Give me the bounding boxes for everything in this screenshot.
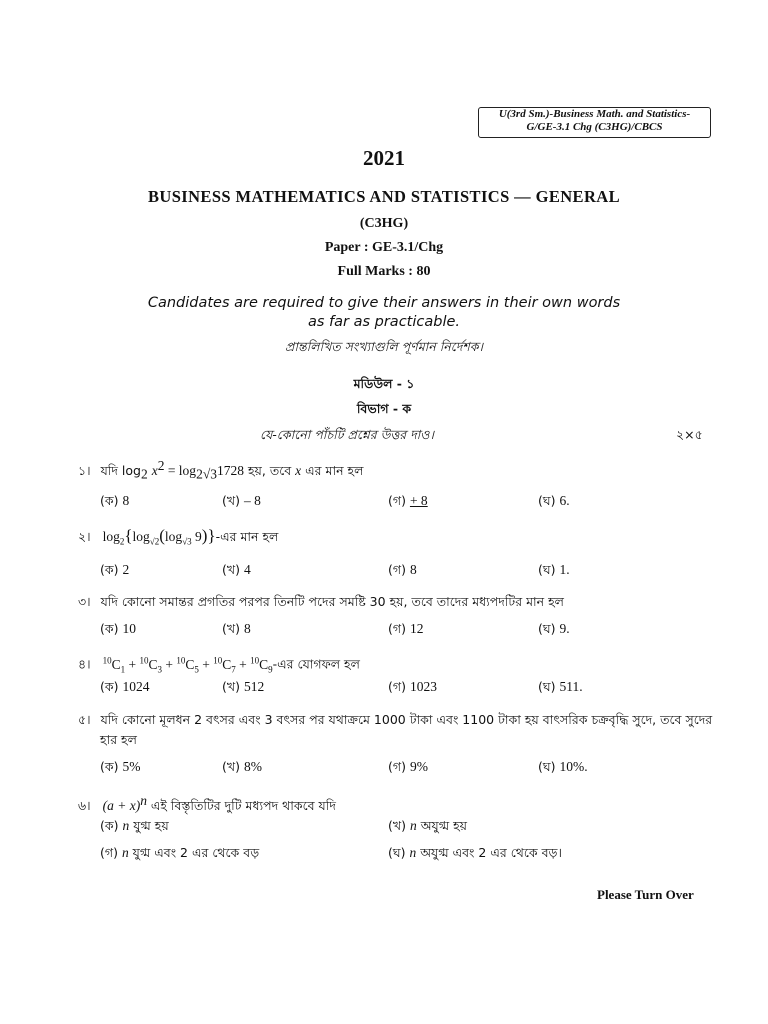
stem-text-end: এর মান হল <box>301 463 364 479</box>
option-value: অযুগ্ম হয় <box>420 818 468 833</box>
option-label: (খ) <box>222 679 240 694</box>
question-number: ৬। <box>78 798 91 814</box>
option-label: (গ) <box>388 621 406 636</box>
option-label: (ক) <box>100 818 119 833</box>
option-value: 1023 <box>409 679 437 694</box>
option-value: 8 <box>122 493 130 508</box>
binomial-expression: (a + x) <box>102 798 141 814</box>
option-d <box>538 679 583 699</box>
question-number: ৩। <box>78 594 91 609</box>
option-label: (ঘ) <box>388 845 406 860</box>
option-d <box>538 493 570 513</box>
option-value: 8% <box>243 759 262 774</box>
option-b <box>222 562 251 582</box>
paper-code-line-1: U(3rd Sm.)-Business Math. and Statistics- <box>498 108 691 120</box>
option-c <box>100 845 259 865</box>
section-heading: বিভাগ - ক <box>356 401 412 416</box>
option-label: (ঘ) <box>538 621 556 636</box>
option-value: 1024 <box>122 679 150 694</box>
option-d <box>388 845 562 865</box>
option-a <box>100 493 129 513</box>
question-stem <box>100 458 364 482</box>
option-c <box>388 679 437 699</box>
option-label: (ক) <box>100 493 119 508</box>
binomial-sum-expression: $^{10}C_1 + ^{10}C_3 + ^{10}C_5 + ^{10}C_7 + ^{10}C_9$ <box>102 655 273 675</box>
option-label: (খ) <box>222 759 240 774</box>
paper-code-box <box>478 107 711 138</box>
option-label: (গ) <box>388 493 406 508</box>
option-value: 12 <box>409 621 424 636</box>
instruction-line-2: as far as practicable. <box>307 314 461 330</box>
option-a <box>100 818 169 838</box>
question-2 <box>78 527 278 551</box>
option-d <box>538 621 570 641</box>
question-stem-line-2: হার হল <box>100 732 137 747</box>
option-a <box>100 562 129 582</box>
option-b <box>222 621 251 641</box>
full-marks: Full Marks : 80 <box>337 264 431 279</box>
question-stem: যদি কোনো সমান্তর প্রগতির পরপর তিনটি পদের সমষ্টি 30 হয়, তবে তাদের মধ্যপদটির মান হল <box>100 594 564 609</box>
stem-var: x <box>151 463 158 479</box>
question-6 <box>78 792 336 815</box>
option-var: n <box>409 818 417 833</box>
option-a <box>100 759 140 779</box>
option-b <box>222 493 261 513</box>
question-number: ৪। <box>78 656 91 672</box>
option-label: (ক) <box>100 759 119 774</box>
option-c <box>388 562 417 582</box>
option-b <box>222 679 264 699</box>
option-value: যুগ্ম এবং 2 এর থেকে বড় <box>132 845 260 860</box>
marks-note: ২×৫ <box>676 427 703 442</box>
question-4 <box>78 651 360 678</box>
question-stem: -এর মান হল <box>215 529 279 544</box>
stem-log-base: 2 <box>140 466 148 482</box>
question-5 <box>78 711 718 729</box>
course-code: (C3HG) <box>359 216 409 231</box>
option-value: 512 <box>243 679 265 694</box>
option-label: (খ) <box>388 818 406 833</box>
question-stem-line-1: যদি কোনো মূলধন 2 বৎসর এবং 3 বৎসর পর যথাক্রমে 1000 টাকা এবং 1100 টাকা হয় বাৎসরিক চক্রবৃদ্ধি সুদে, তবে সুদের <box>100 712 713 727</box>
option-label: (খ) <box>222 621 240 636</box>
option-value: 8 <box>409 562 417 577</box>
binomial-exponent: n <box>140 793 147 808</box>
option-value: 4 <box>243 562 251 577</box>
option-label: (ক) <box>100 621 119 636</box>
option-label: (ঘ) <box>538 493 556 508</box>
stem-number: 1728 <box>216 463 244 479</box>
option-label: (গ) <box>100 845 118 860</box>
paper-label: Paper : GE-3.1/Chg <box>324 240 444 255</box>
option-label: (খ) <box>222 562 240 577</box>
question-number: ৫। <box>78 712 91 727</box>
option-value: 9% <box>409 759 428 774</box>
option-label: (ঘ) <box>538 679 556 694</box>
option-value: যুগ্ম হয় <box>133 818 169 833</box>
stem-text: হয়, তবে <box>243 463 296 479</box>
question-number: ১। <box>78 463 91 479</box>
module-heading: মডিউল - ১ <box>353 376 415 391</box>
stem-var-2: x <box>295 463 302 479</box>
nested-log-expression: $\log_2\{\log_{√2}(\log_{√3}$ 9)} <box>102 526 216 547</box>
page-footer: Please Turn Over <box>597 887 694 902</box>
stem-eq: = log <box>164 463 197 479</box>
option-b <box>388 818 467 838</box>
stem-prefix: যদি log <box>100 463 141 479</box>
question-3 <box>78 593 564 611</box>
option-label: (ক) <box>100 679 119 694</box>
option-value: 10%. <box>559 759 588 774</box>
option-label: (খ) <box>222 493 240 508</box>
option-value: 2 <box>122 562 130 577</box>
option-a <box>100 679 149 699</box>
option-d <box>538 562 570 582</box>
option-value: 5% <box>122 759 141 774</box>
paper-code-line-2: G/GE-3.1 Chg (C3HG)/CBCS <box>526 121 663 133</box>
option-var: n <box>122 818 130 833</box>
option-c <box>388 759 428 779</box>
option-label: (ঘ) <box>538 759 556 774</box>
marks-instruction-bengali: প্রান্তলিখিত সংখ্যাগুলি পূর্ণমান নির্দেশক। <box>285 339 483 354</box>
question-stem: -এর যোগফল হল <box>272 656 360 672</box>
exam-year: 2021 <box>363 146 405 170</box>
option-value: 1. <box>559 562 570 577</box>
stem-exponent: 2 <box>157 458 165 473</box>
question-number: ২। <box>78 529 91 544</box>
option-c <box>388 493 428 513</box>
option-label: (ঘ) <box>538 562 556 577</box>
question-stem: এই বিস্তৃতিটির দুটি মধ্যপদ থাকবে যদি <box>146 798 336 814</box>
option-var: n <box>121 845 129 860</box>
subject-title: BUSINESS MATHEMATICS AND STATISTICS — GENERAL <box>147 187 620 206</box>
option-c <box>388 621 423 641</box>
option-value: অযুগ্ম এবং 2 এর থেকে বড়। <box>420 845 562 860</box>
option-value: 511. <box>559 679 583 694</box>
question-1 <box>78 457 363 484</box>
stem-log-base-2: 2√3 <box>196 466 217 482</box>
option-var: n <box>409 845 417 860</box>
option-label: (গ) <box>388 679 406 694</box>
option-value: 8 <box>243 621 251 636</box>
option-label: (ক) <box>100 562 119 577</box>
option-b <box>222 759 262 779</box>
option-value: + 8 <box>409 493 428 508</box>
option-a <box>100 621 136 641</box>
option-label: (গ) <box>388 759 406 774</box>
option-value: 10 <box>122 621 136 636</box>
option-label: (গ) <box>388 562 406 577</box>
option-value: – 8 <box>243 493 261 508</box>
instruction-line-1: Candidates are required to give their answers in their own words <box>147 295 621 311</box>
answer-instruction: যে-কোনো পাঁচটি প্রশ্নের উত্তর দাও। <box>260 427 434 442</box>
option-value: 6. <box>559 493 570 508</box>
option-d <box>538 759 588 779</box>
option-value: 9. <box>559 621 570 636</box>
